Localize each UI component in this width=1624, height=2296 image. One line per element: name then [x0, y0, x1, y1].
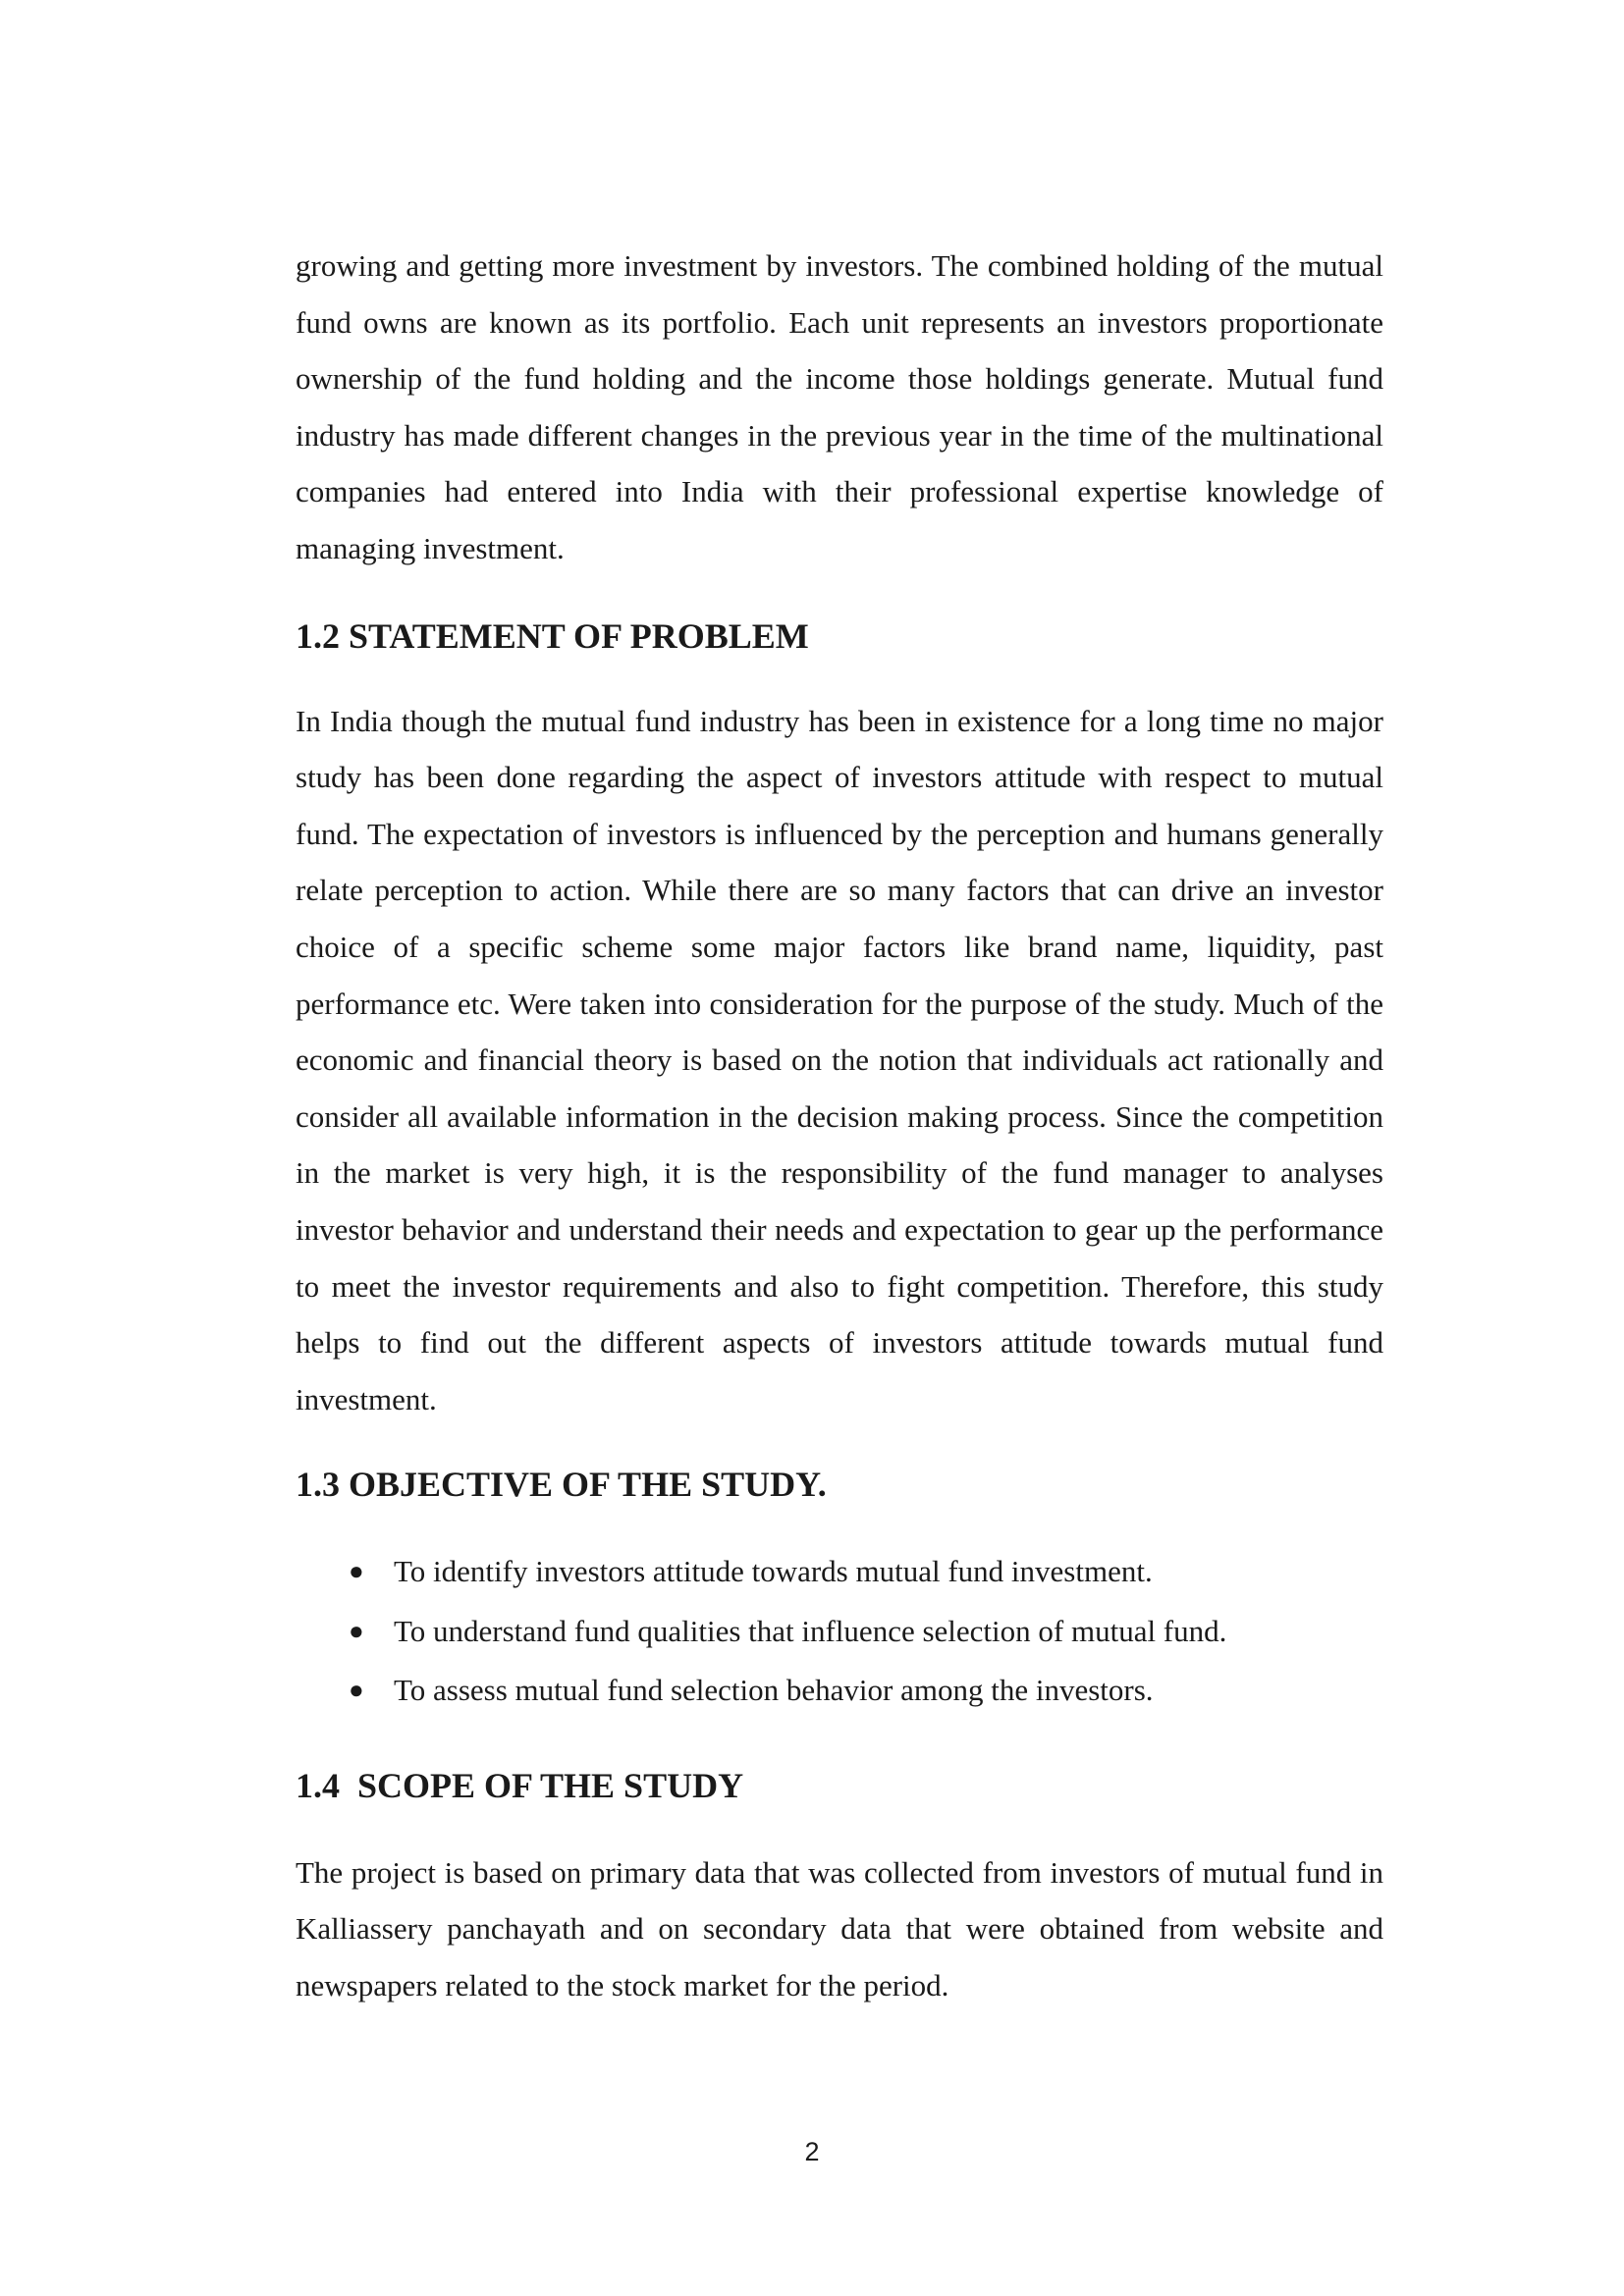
- bullet-icon: ●: [349, 1616, 364, 1645]
- list-item-text: To identify investors attitude towards mutual fund investment.: [394, 1554, 1153, 1589]
- objective-heading: 1.3 OBJECTIVE OF THE STUDY.: [296, 1465, 827, 1505]
- page-content: [296, 238, 1383, 2014]
- statement-of-problem-paragraph: In India though the mutual fund industry has been in existence for a long time no major study has been done regarding the aspect of investors attitude with respect to mutual fund. The expectation of investors is influenced by the perception and humans generally relate perception to action. While there are so many factors that can drive an investor choice of a specific scheme some major factors like brand name, liquidity, past performance etc. Were taken into consideration for the purpose of the study. Much of the economic and financial theory is based on the notion that individuals act rationally and consider all available information in the decision making process. Since the competition in the market is very high, it is the responsibility of the fund manager to analyses investor behavior and understand their needs and expectation to gear up the performance to meet the investor requirements and also to fight competition. Therefore, this study helps to find out the different aspects of investors attitude towards mutual fund investment.: [296, 703, 1383, 1416]
- list-item: [296, 1602, 1383, 1662]
- page-number: 2: [804, 2137, 820, 2166]
- objectives-list: [296, 1542, 1383, 1721]
- bullet-icon: ●: [349, 1557, 364, 1586]
- list-item-text: To understand fund qualities that influence selection of mutual fund.: [394, 1613, 1227, 1648]
- statement-of-problem-heading: 1.2 STATEMENT OF PROBLEM: [296, 615, 809, 656]
- list-item: [296, 1542, 1383, 1602]
- scope-heading: 1.4 SCOPE OF THE STUDY: [296, 1765, 744, 1805]
- bullet-icon: ●: [349, 1676, 364, 1705]
- list-item: [296, 1661, 1383, 1721]
- intro-paragraph: growing and getting more investment by investors. The combined holding of the mutual fund owns are known as its portfolio. Each unit represents an investors proportionate ownership of the fund holding and the income those holdings generate. Mutual fund industry has made different changes in the previous year in the time of the multinational companies had entered into India with their professional expertise knowledge of managing investment.: [296, 248, 1383, 565]
- scope-paragraph: The project is based on primary data that was collected from investors of mutual fund in Kalliassery panchayath and on secondary data that were obtained from website and newspapers related to the stock market for the period.: [296, 1854, 1383, 2002]
- list-item-text: To assess mutual fund selection behavior among the investors.: [394, 1673, 1154, 1708]
